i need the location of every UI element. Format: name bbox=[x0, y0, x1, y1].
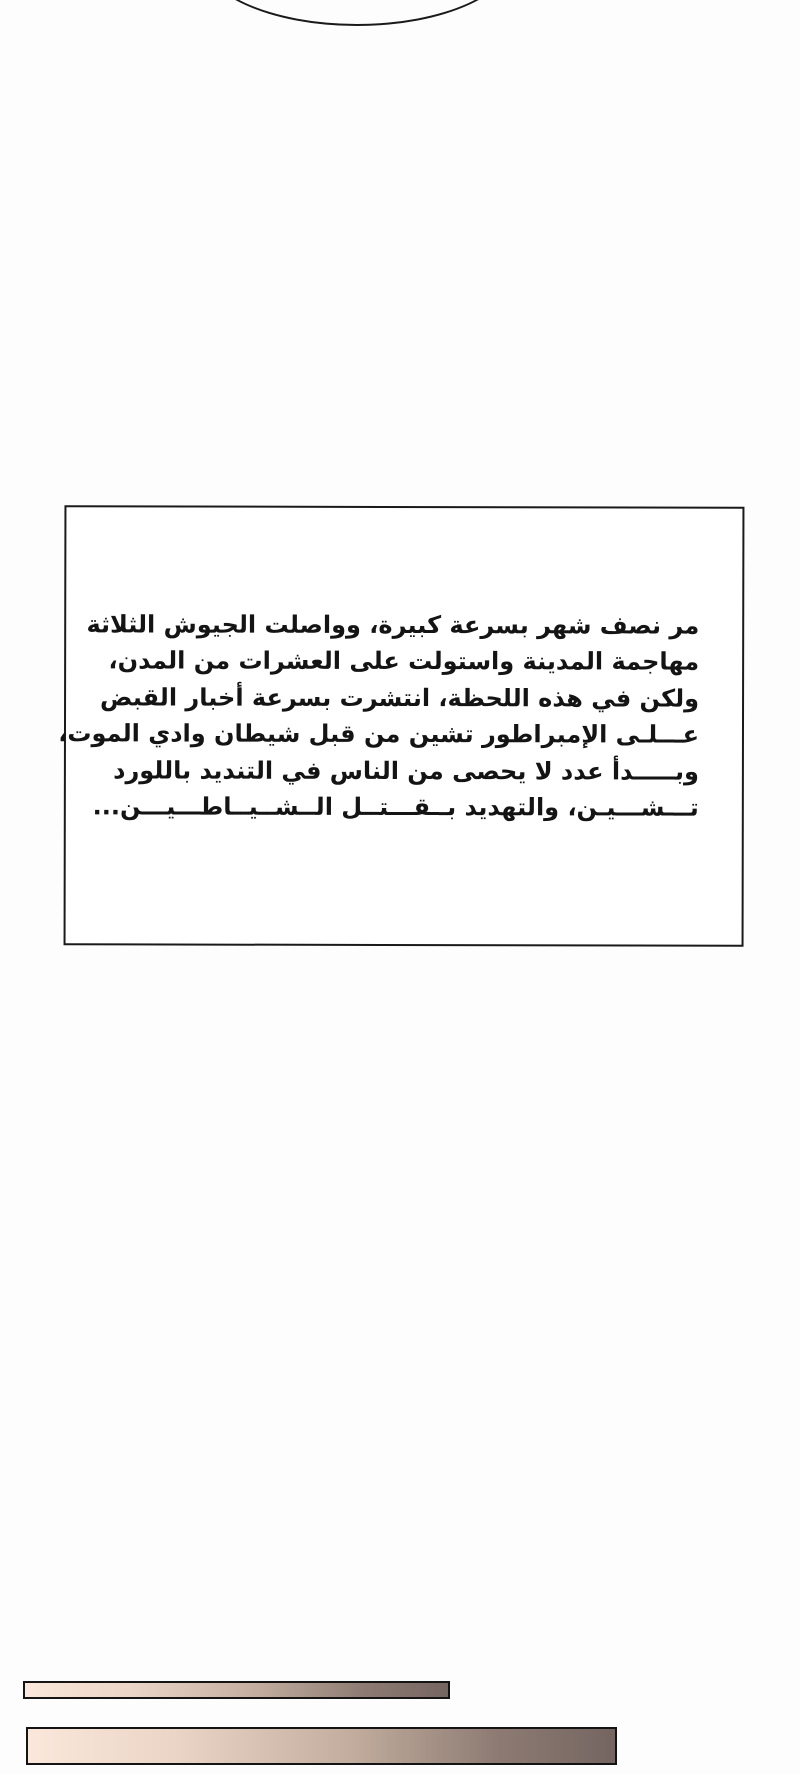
panel-gradient-bar-upper bbox=[23, 1681, 450, 1699]
caption-line: تـــشـــيـن، والتهديد بــقـــتــل الــشــيــاطـــيـــن... bbox=[92, 792, 699, 822]
caption-line: وبـــــدأ عدد لا يحصى من الناس في التنديد باللورد bbox=[113, 755, 699, 786]
caption-line: عـــلـى الإمبراطور تشين من قبل شيطان وادي الموت، bbox=[58, 719, 700, 749]
caption-line: ولكن في هذه اللحظة، انتشرت بسرعة أخبار القبض bbox=[99, 682, 700, 713]
narration-caption-box bbox=[58, 505, 745, 946]
caption-line: مر نصف شهر بسرعة كبيرة، وواصلت الجيوش الثلاثة bbox=[86, 609, 700, 640]
caption-line: مهاجمة المدينة واستولت على العشرات من المدن، bbox=[108, 646, 700, 676]
narration-caption-text bbox=[58, 606, 700, 826]
panel-gradient-bar-lower bbox=[26, 1727, 617, 1765]
speech-bubble-top bbox=[198, 0, 516, 26]
